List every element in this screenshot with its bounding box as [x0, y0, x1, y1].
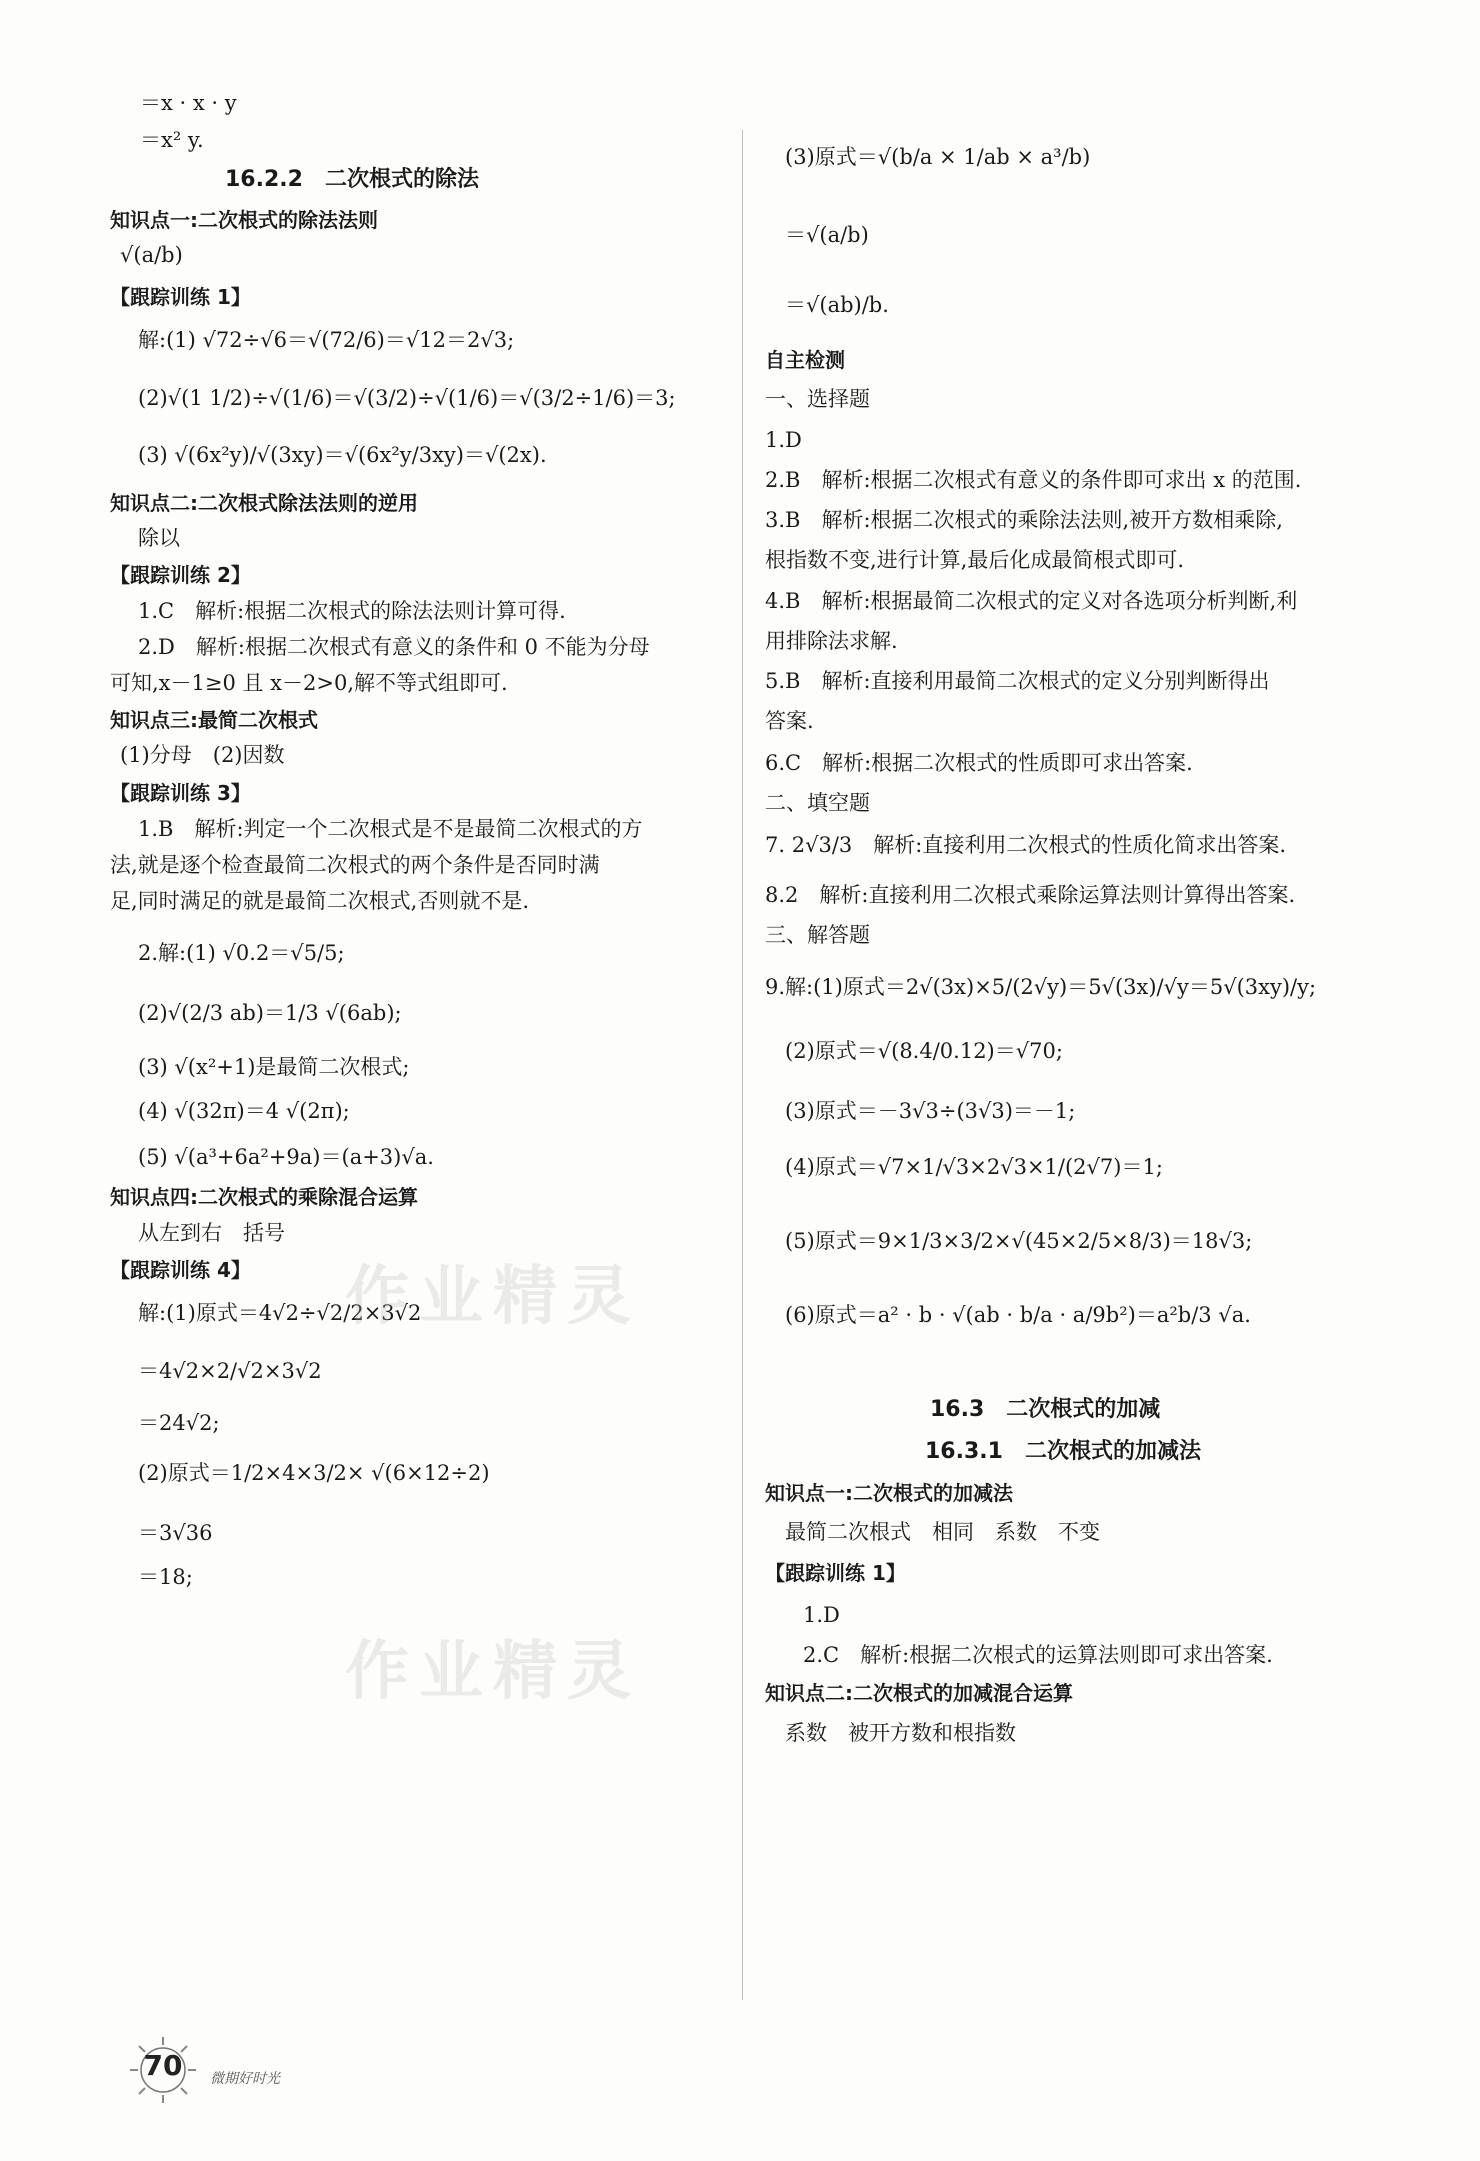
text-line: 一、选择题: [765, 387, 870, 411]
page-number-badge: [128, 2035, 198, 2105]
text-line: ＝√(ab)/b.: [785, 293, 889, 317]
subsection-heading: 16.3.1 二次根式的加减法: [925, 1439, 1201, 1464]
exercise-heading: 【跟踪训练 4】: [110, 1258, 251, 1282]
column-divider: [742, 130, 743, 2000]
footer-text: 微期好时光: [210, 2071, 280, 2087]
text-line: 3.B 解析:根据二次根式的乘除法法则,被开方数相乘除,: [765, 508, 1283, 532]
text-line: 最简二次根式 相同 系数 不变: [785, 1520, 1100, 1544]
knowledge-point-heading: 知识点四:二次根式的乘除混合运算: [110, 1185, 418, 1209]
text-line: 二、填空题: [765, 791, 870, 815]
page-number: 70: [143, 2049, 183, 2082]
text-line: (4)原式＝√7×1/√3×2√3×1/(2√7)＝1;: [785, 1155, 1163, 1179]
text-line: 用排除法求解.: [765, 629, 898, 653]
text-line: 答案.: [765, 709, 814, 733]
text-line: 除以: [138, 526, 180, 550]
text-line: 6.C 解析:根据二次根式的性质即可求出答案.: [765, 751, 1193, 775]
knowledge-point-heading: 知识点一:二次根式的加减法: [765, 1481, 1013, 1505]
text-line: 法,就是逐个检查最简二次根式的两个条件是否同时满: [110, 853, 600, 877]
text-line: (3) √(6x²y)/√(3xy)＝√(6x²y/3xy)＝√(2x).: [138, 443, 547, 467]
text-line: ＝√(a/b): [785, 223, 869, 247]
text-line: 解:(1)原式＝4√2÷√2/2×3√2: [138, 1301, 422, 1325]
watermark: 作业精灵: [345, 1260, 641, 1334]
text-line: (2)原式＝1/2×4×3/2× √(6×12÷2): [138, 1461, 490, 1485]
watermark: 作业精灵: [345, 1635, 641, 1709]
text-line: 8.2 解析:直接利用二次根式乘除运算法则计算得出答案.: [765, 883, 1296, 907]
text-line: √(a/b): [120, 243, 183, 267]
text-line: 系数 被开方数和根指数: [785, 1721, 1016, 1745]
left-column: [110, 0, 710, 2161]
text-line: (5) √(a³+6a²+9a)＝(a+3)√a.: [138, 1145, 434, 1169]
text-line: ＝24√2;: [138, 1411, 220, 1435]
exercise-heading: 【跟踪训练 1】: [765, 1561, 906, 1585]
text-line: ＝x² y.: [140, 128, 204, 152]
text-line: ＝3√36: [138, 1521, 213, 1545]
text-line: 可知,x－1≥0 且 x－2>0,解不等式组即可.: [110, 671, 508, 695]
text-line: (1)分母 (2)因数: [120, 743, 285, 767]
text-line: 2.D 解析:根据二次根式有意义的条件和 0 不能为分母: [138, 635, 650, 659]
text-line: 2.C 解析:根据二次根式的运算法则即可求出答案.: [803, 1643, 1273, 1667]
text-line: 2.解:(1) √0.2＝√5/5;: [138, 941, 345, 965]
text-line: 7. 2√3/3 解析:直接利用二次根式的性质化简求出答案.: [765, 833, 1286, 857]
text-line: 2.B 解析:根据二次根式有意义的条件即可求出 x 的范围.: [765, 468, 1302, 492]
text-line: (6)原式＝a² · b · √(ab · b/a · a/9b²)＝a²b/3 √a.: [785, 1303, 1251, 1327]
text-line: 9.解:(1)原式＝2√(3x)×5/(2√y)＝5√(3x)/√y＝5√(3xy)/y;: [765, 975, 1317, 999]
text-line: ＝18;: [138, 1565, 193, 1589]
text-line: (3)原式＝√(b/a × 1/ab × a³/b): [785, 145, 1091, 169]
text-line: 1.B 解析:判定一个二次根式是不是最简二次根式的方: [138, 817, 643, 841]
text-line: 从左到右 括号: [138, 1221, 285, 1245]
text-line: 解:(1) √72÷√6＝√(72/6)＝√12＝2√3;: [138, 328, 515, 352]
text-line: (2)原式＝√(8.4/0.12)＝√70;: [785, 1039, 1063, 1063]
text-line: (4) √(32π)＝4 √(2π);: [138, 1099, 350, 1123]
section-heading: 16.3 二次根式的加减: [930, 1397, 1161, 1422]
text-line: 1.C 解析:根据二次根式的除法法则计算可得.: [138, 599, 566, 623]
exercise-heading: 【跟踪训练 2】: [110, 563, 251, 587]
text-line: 1.D: [765, 428, 802, 452]
exercise-heading: 【跟踪训练 3】: [110, 781, 251, 805]
text-line: 足,同时满足的就是最简二次根式,否则就不是.: [110, 889, 530, 913]
text-line: 1.D: [803, 1603, 840, 1627]
text-line: ＝x · x · y: [140, 91, 237, 115]
section-heading: 16.2.2 二次根式的除法: [225, 167, 479, 192]
text-line: 4.B 解析:根据最简二次根式的定义对各选项分析判断,利: [765, 589, 1298, 613]
text-line: 根指数不变,进行计算,最后化成最简根式即可.: [765, 548, 1185, 572]
text-line: (2)√(2/3 ab)＝1/3 √(6ab);: [138, 1001, 402, 1025]
knowledge-point-heading: 知识点三:最简二次根式: [110, 708, 318, 732]
text-line: 三、解答题: [765, 923, 870, 947]
text-line: (3)原式＝－3√3÷(3√3)＝－1;: [785, 1099, 1076, 1123]
text-line: (5)原式＝9×1/3×3/2×√(45×2/5×8/3)＝18√3;: [785, 1229, 1253, 1253]
self-check-heading: 自主检测: [765, 348, 845, 372]
text-line: 5.B 解析:直接利用最简二次根式的定义分别判断得出: [765, 669, 1270, 693]
knowledge-point-heading: 知识点一:二次根式的除法法则: [110, 208, 378, 232]
knowledge-point-heading: 知识点二:二次根式的加减混合运算: [765, 1681, 1073, 1705]
exercise-heading: 【跟踪训练 1】: [110, 285, 251, 309]
knowledge-point-heading: 知识点二:二次根式除法法则的逆用: [110, 491, 418, 515]
text-line: (3) √(x²+1)是最简二次根式;: [138, 1055, 410, 1079]
text-line: ＝4√2×2/√2×3√2: [138, 1359, 322, 1383]
text-line: (2)√(1 1/2)÷√(1/6)＝√(3/2)÷√(1/6)＝√(3/2÷1/6)＝3;: [138, 386, 676, 410]
right-column: [765, 0, 1405, 2161]
